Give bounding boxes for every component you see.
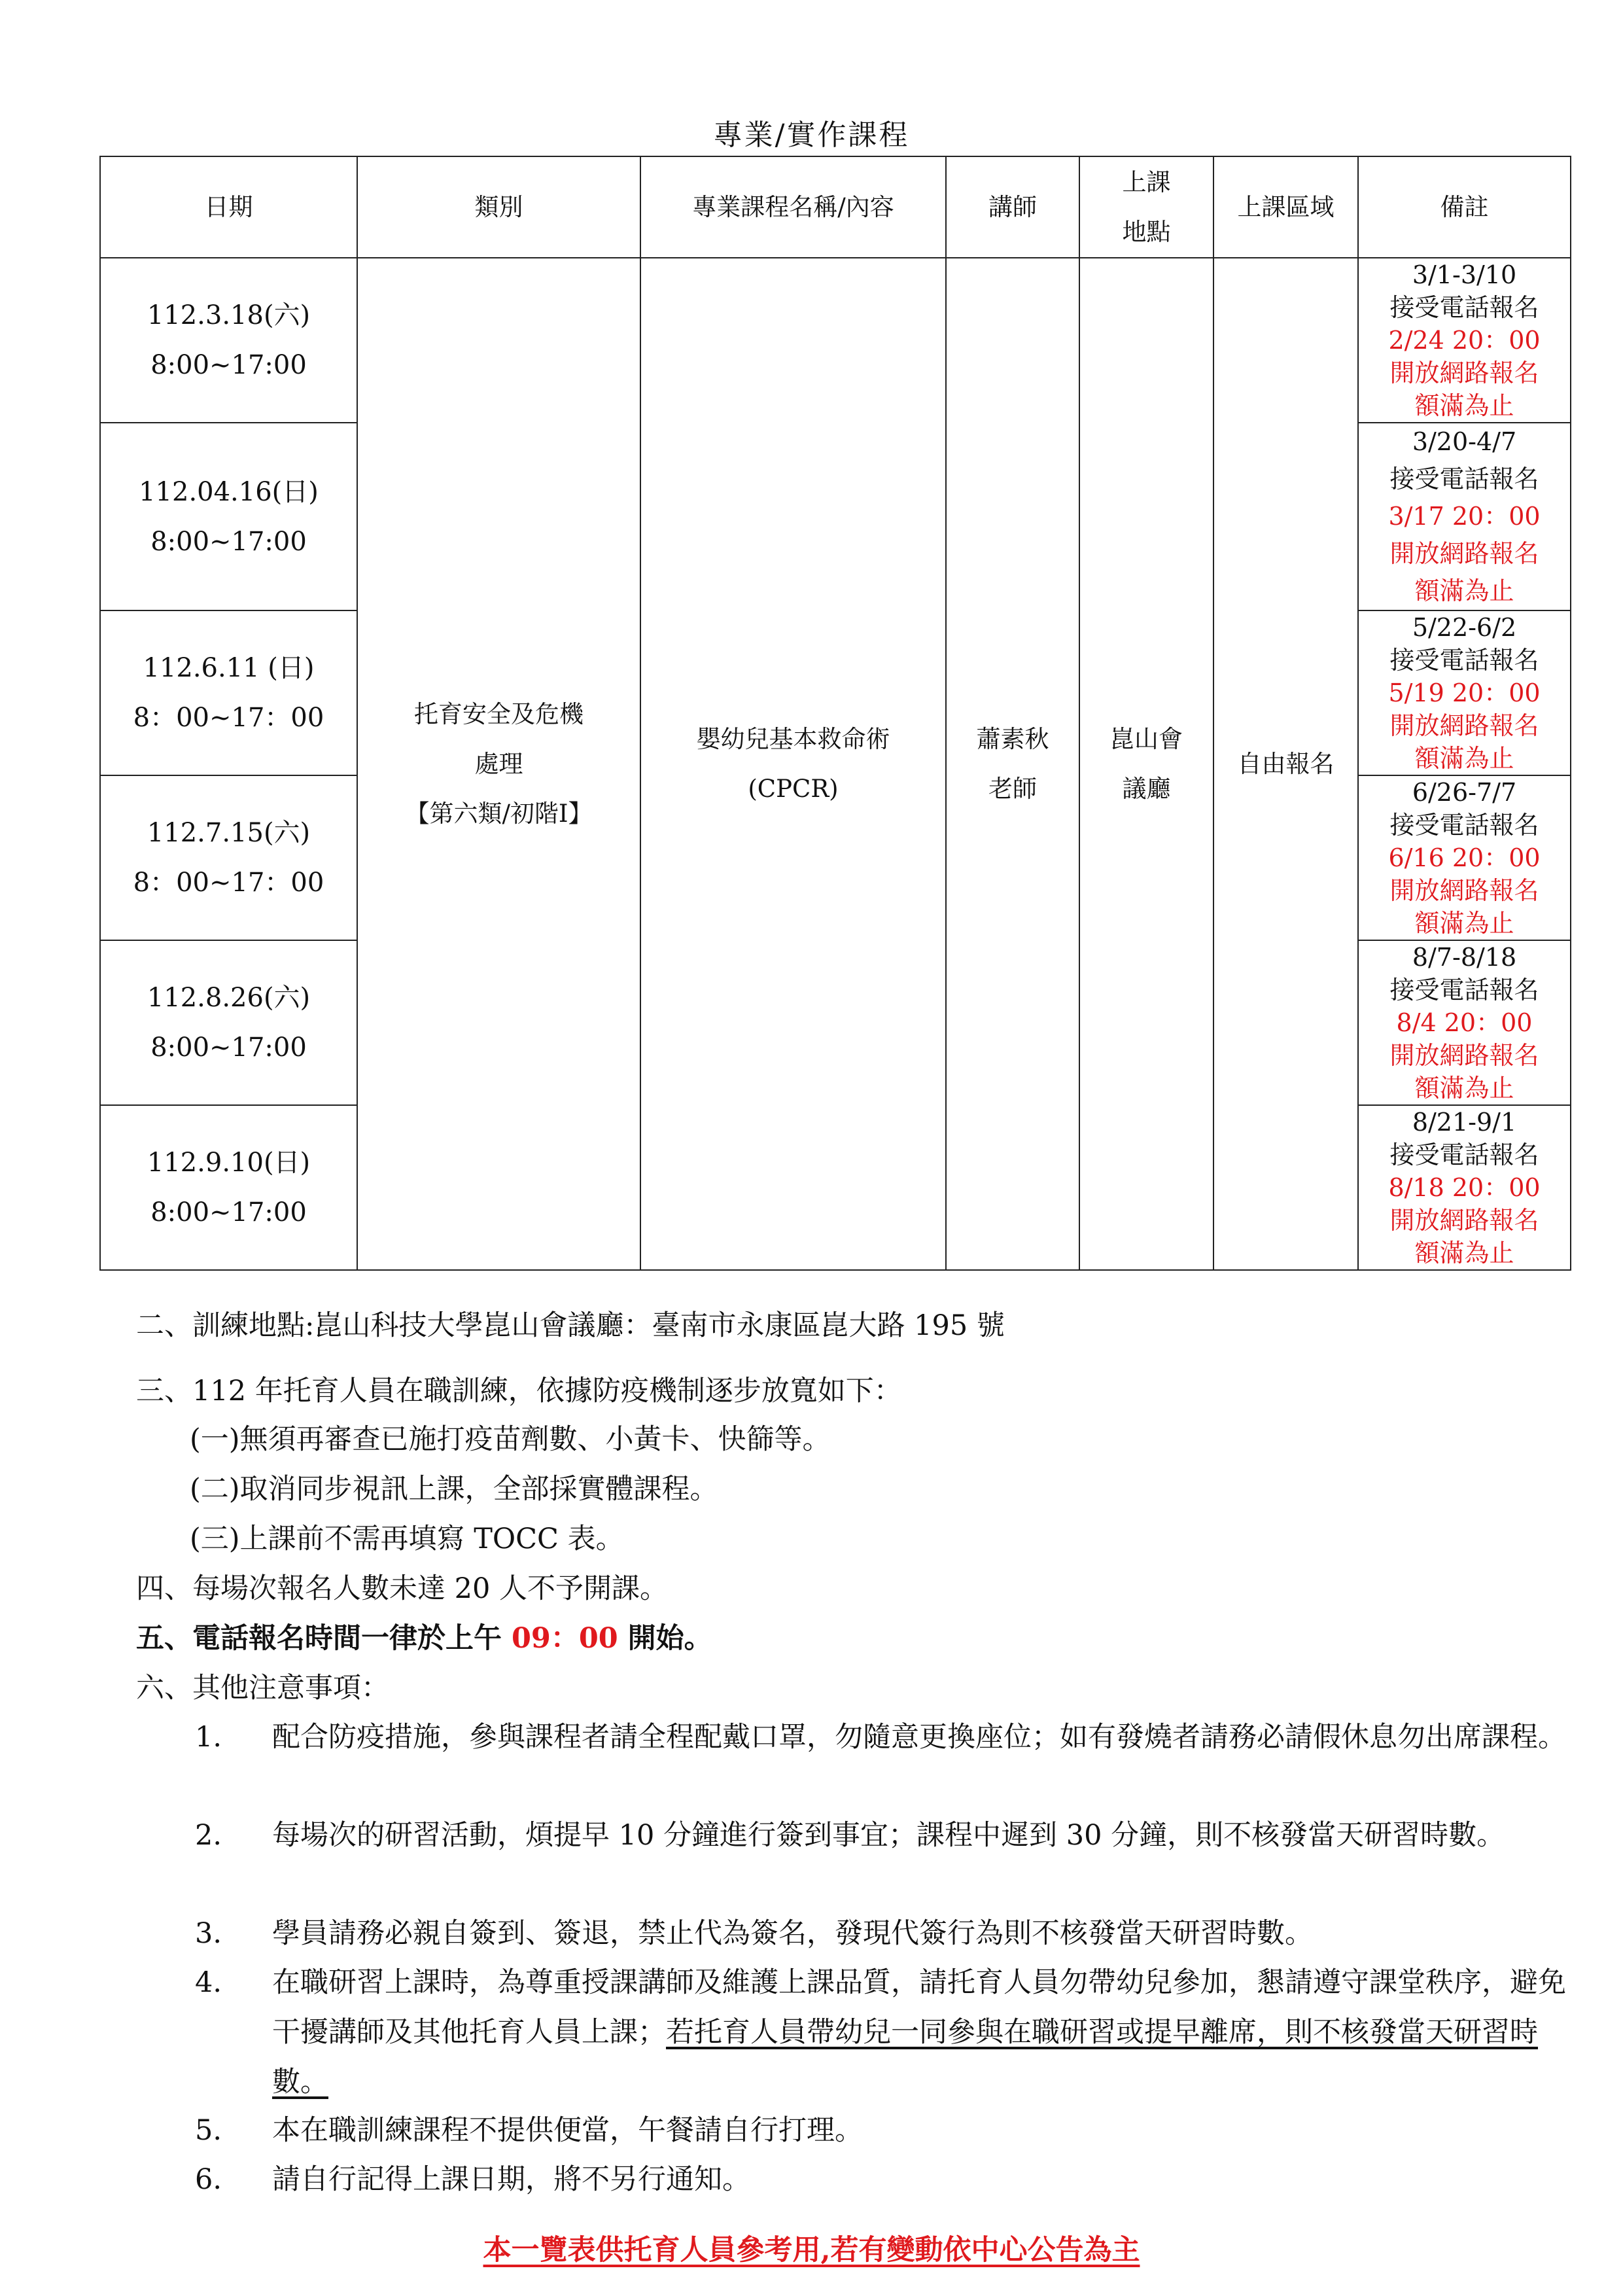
notes-cell (1358, 775, 1571, 940)
date-cell (100, 775, 357, 940)
date: 112.7.15(六) (147, 818, 311, 848)
date-cell (100, 940, 357, 1105)
notes-cell (1358, 610, 1571, 775)
date: 112.6.11 (日) (143, 653, 315, 683)
time: 8:00~17:00 (150, 526, 307, 557)
note-full: 額滿為止 (1414, 909, 1514, 938)
note-item: 本在職訓練課程不提供便當，午餐請自行打理。 (272, 2114, 863, 2147)
note-range: 8/7-8/18 (1412, 943, 1517, 972)
course-schedule-table (99, 156, 1571, 1271)
time: 8：00~17：00 (133, 868, 324, 898)
note-number: 3. (195, 1917, 222, 1950)
notes-cell (1358, 258, 1571, 423)
note-item: 配合防疫措施，參與課程者請全程配戴口罩，勿隨意更換座位；如有發燒者請務必請假休息勿出席課程。 (272, 1721, 1566, 1754)
notes-cell (1358, 423, 1571, 610)
section-phone-registration (136, 1619, 712, 1658)
covid-policy-item: (二)取消同步視訊上課，全部採實體課程。 (190, 1473, 718, 1506)
phone-registration-prefix: 五、電話報名時間一律於上午 (136, 1622, 512, 1655)
note-range: 3/20-4/7 (1412, 427, 1517, 456)
notes-cell (1358, 940, 1571, 1105)
note-phone: 接受電話報名 (1389, 465, 1539, 493)
note-phone: 接受電話報名 (1389, 646, 1539, 675)
header-location (1079, 156, 1213, 258)
note-online-time: 6/16 20：00 (1388, 843, 1541, 872)
section-covid-policy-heading: 三、112 年托育人員在職訓練，依據防疫機制逐步放寬如下： (136, 1375, 902, 1407)
category-cell (357, 258, 640, 1270)
note-range: 8/21-9/1 (1412, 1108, 1517, 1137)
covid-policy-item: (三)上課前不需再填寫 TOCC 表。 (190, 1523, 624, 1555)
footer-disclaimer: 本一覽表供托育人員參考用,若有變動依中心公告為主 (483, 2234, 1140, 2267)
note-item-text: 在職研習上課時，為尊重授課講師及維護上課品質，請托育人員勿帶幼兒參加，懇請遵守課堂秩序，避免干擾講師及其他托育人員上課； (272, 1966, 1566, 2049)
time: 8:00~17:00 (150, 1197, 307, 1227)
note-online: 開放網路報名 (1389, 359, 1539, 387)
date: 112.8.26(六) (147, 983, 311, 1013)
note-online: 開放網路報名 (1389, 539, 1539, 568)
note-phone: 接受電話報名 (1389, 976, 1539, 1004)
note-item (272, 1958, 1567, 2107)
note-range: 6/26-7/7 (1412, 778, 1517, 807)
table-row (100, 258, 1571, 423)
section-min-enrollment: 四、每場次報名人數未達 20 人不予開課。 (136, 1572, 669, 1605)
note-online: 開放網路報名 (1389, 876, 1539, 905)
header-course: 專業課程名稱/內容 (640, 156, 946, 258)
course-abbr: (CPCR) (748, 774, 839, 803)
phone-registration-suffix: 開始。 (618, 1622, 712, 1655)
date: 112.04.16(日) (139, 476, 319, 507)
header-notes: 備註 (1358, 156, 1571, 258)
time: 8：00~17：00 (133, 703, 324, 733)
date-cell (100, 423, 357, 610)
header-location-line2: 地點 (1122, 217, 1171, 246)
course-name: 嬰幼兒基本救命術 (696, 724, 890, 753)
date-cell (100, 1105, 357, 1270)
location-cell (1079, 258, 1213, 1270)
time: 8:00~17:00 (150, 350, 307, 380)
category-line: 【第六類/初階Ⅰ】 (405, 799, 593, 828)
section-other-notes-heading: 六、其他注意事項： (136, 1672, 389, 1704)
note-number: 6. (195, 2163, 222, 2196)
note-number: 5. (195, 2114, 222, 2147)
category-line: 處理 (474, 749, 523, 778)
teacher-cell (946, 258, 1079, 1270)
note-full: 額滿為止 (1414, 1074, 1514, 1103)
teacher-name: 蕭素秋 (976, 724, 1049, 753)
note-item-underlined: 若托育人員帶幼兒一同參與在職研習或提早離席，則不核發當天研習時數。 (272, 2016, 1538, 2098)
header-teacher: 講師 (946, 156, 1079, 258)
area-cell: 自由報名 (1213, 258, 1358, 1270)
note-item: 學員請務必親自簽到、簽退，禁止代為簽名，發現代簽行為則不核發當天研習時數。 (272, 1917, 1313, 1950)
teacher-title: 老師 (988, 774, 1037, 803)
note-online-time: 8/4 20：00 (1396, 1008, 1533, 1037)
note-full: 額滿為止 (1414, 576, 1514, 605)
note-online-time: 5/19 20：00 (1388, 679, 1541, 707)
note-online: 開放網路報名 (1389, 711, 1539, 740)
header-location-line1: 上課 (1122, 168, 1171, 196)
course-cell (640, 258, 946, 1270)
note-item: 請自行記得上課日期，將不另行通知。 (272, 2163, 750, 2196)
date: 112.9.10(日) (147, 1148, 311, 1178)
note-item: 每場次的研習活動，煩提早 10 分鐘進行簽到事宜；課程中遲到 30 分鐘，則不核發當天研習時數。 (272, 1819, 1505, 1852)
covid-policy-item: (一)無須再審查已施打疫苗劑數、小黃卡、快篩等。 (190, 1423, 831, 1456)
note-full: 額滿為止 (1414, 1239, 1514, 1267)
note-full: 額滿為止 (1414, 744, 1514, 773)
time: 8:00~17:00 (150, 1033, 307, 1063)
note-online: 開放網路報名 (1389, 1041, 1539, 1070)
date-cell (100, 258, 357, 423)
note-full: 額滿為止 (1414, 391, 1514, 420)
location-line: 議廳 (1122, 774, 1171, 803)
date-cell (100, 610, 357, 775)
header-category: 類別 (357, 156, 640, 258)
note-phone: 接受電話報名 (1389, 811, 1539, 839)
header-area: 上課區域 (1213, 156, 1358, 258)
date: 112.3.18(六) (147, 300, 311, 330)
note-number: 4. (195, 1966, 222, 1999)
note-phone: 接受電話報名 (1389, 293, 1539, 322)
phone-registration-time: 09：00 (511, 1622, 618, 1655)
note-number: 1. (195, 1721, 222, 1754)
note-range: 5/22-6/2 (1412, 613, 1517, 642)
location-line: 崑山會 (1110, 724, 1183, 753)
note-number: 2. (195, 1819, 222, 1852)
notes-cell (1358, 1105, 1571, 1270)
note-online-time: 3/17 20：00 (1388, 502, 1541, 531)
note-online-time: 8/18 20：00 (1388, 1173, 1541, 1202)
section-training-location: 二、訓練地點:崑山科技大學崑山會議廳：臺南市永康區崑大路 195 號 (136, 1309, 1005, 1342)
note-online-time: 2/24 20：00 (1388, 326, 1541, 355)
note-phone: 接受電話報名 (1389, 1140, 1539, 1169)
page-title: 專業/實作課程 (713, 118, 910, 152)
category-line: 托育安全及危機 (414, 699, 584, 728)
table-header-row (100, 156, 1571, 258)
note-online: 開放網路報名 (1389, 1206, 1539, 1235)
note-range: 3/1-3/10 (1412, 260, 1517, 289)
header-date: 日期 (100, 156, 357, 258)
